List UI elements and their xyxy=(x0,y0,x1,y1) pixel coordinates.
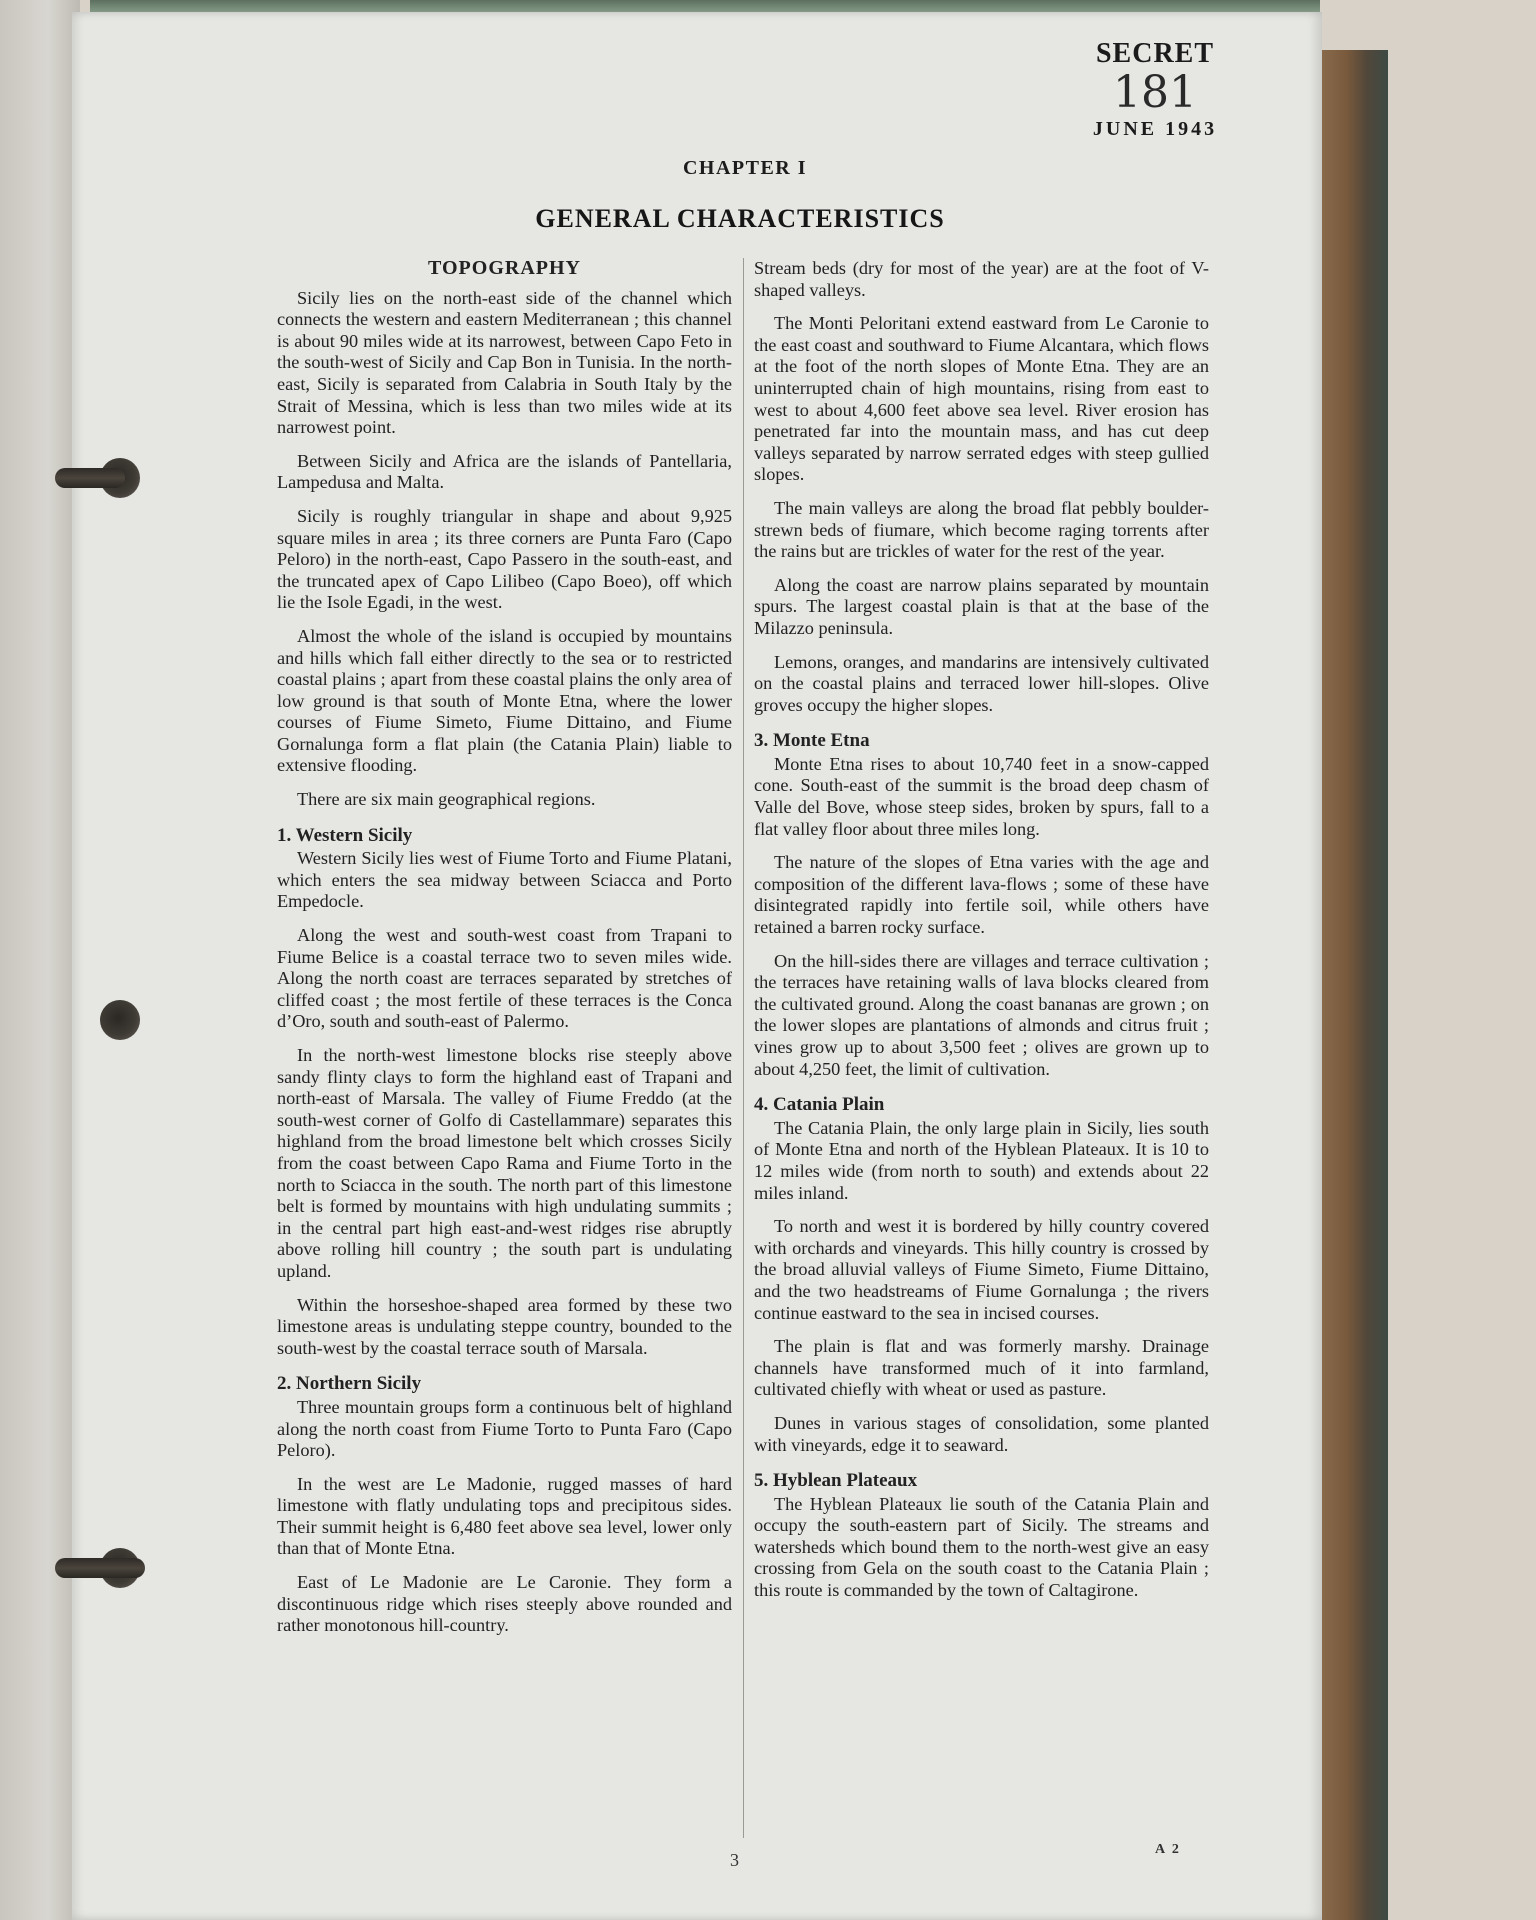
paragraph: Three mountain groups form a continuous belt of highland along the north coast from Fiume Torto to Punta Faro (Capo Peloro). xyxy=(277,1396,732,1461)
subsection-title-western-sicily: 1. Western Sicily xyxy=(277,824,413,846)
paragraph: On the hill-sides there are villages and terrace cultivation ; the terraces have retaining walls of lava blocks cleared from the cultivated ground. Along the coast bananas are grown ; on the lower slopes are plantations of almonds and citrus fruit ; vines grow up to about 3,500 feet ; olives are grown up to about 4,250 feet, the limit of cultivation. xyxy=(754,950,1209,1079)
paragraph: Within the horseshoe-shaped area formed by these two limestone areas is undulating steppe country, bounded to the south-west by the coastal terrace south of Marsala. xyxy=(277,1294,732,1358)
paragraph: There are six main geographical regions. xyxy=(297,789,596,810)
paragraph: Between Sicily and Africa are the islands of Pantellaria, Lampedusa and Malta. xyxy=(277,450,732,493)
paragraph: Dunes in various stages of consolidation, some planted with vineyards, edge it to seaward. xyxy=(754,1412,1209,1455)
subsection-title-catania-plain: 4. Catania Plain xyxy=(754,1094,885,1116)
punch-hole-middle xyxy=(100,1000,140,1040)
paragraph: Lemons, oranges, and mandarins are intensively cultivated on the coastal plains and terraced lower hill-slopes. Olive groves occupy the higher slopes. xyxy=(754,651,1209,715)
paragraph: Along the coast are narrow plains separated by mountain spurs. The largest coastal plain is that at the base of the Milazzo peninsula. xyxy=(754,574,1209,638)
paragraph: In the west are Le Madonie, rugged masses of hard limestone with flatly undulating tops and precipitous sides. Their summit height is 6,480 feet above sea level, lower only than that of Monte Etna. xyxy=(277,1473,732,1559)
right-column xyxy=(754,258,1209,1614)
column-divider xyxy=(743,258,744,1838)
subsection-title-northern-sicily: 2. Northern Sicily xyxy=(277,1373,422,1395)
paragraph: The nature of the slopes of Etna varies with the age and composition of the different lava-flows ; some of these have disintegrated rapidly into fertile soil, while others have retained a barren rocky surface. xyxy=(754,852,1209,938)
paragraph: In the north-west limestone blocks rise steeply above sandy flinty clays to form the highland east of Trapani and north-east of Marsala. The valley of Fiume Freddo (at the south-west corner of Golfo di Castellammare) separates this highland from the broad limestone belt which crosses Sicily from the coast between Capo Rama and Fiume Torto in the north to Sciacca in the south. The north part of this limestone belt is formed by mountains with high undulating summits ; in the central part high east-and-west ridges rise abruptly above rolling hill country ; the south part is undulating upland. xyxy=(277,1045,732,1281)
paragraph: The plain is flat and was formerly marshy. Drainage channels have transformed much of it into farmland, cultivated chiefly with wheat or used as pasture. xyxy=(754,1336,1209,1400)
paragraph: Sicily is roughly triangular in shape and about 9,925 square miles in area ; its three corners are Punta Faro (Capo Peloro) in the north-east, Capo Passero in the south-east, and the truncated apex of Capo Lilibeo (Capo Boeo), off which lie the Isole Egadi, in the west. xyxy=(277,505,732,613)
paragraph: Monte Etna rises to about 10,740 feet in a snow-capped cone. South-east of the summit is the broad deep chasm of Valle del Bove, whose steep sides, broken by spurs, fall to a flat valley floor about three miles long. xyxy=(754,753,1209,839)
paragraph: The main valleys are along the broad flat pebbly boulder-strewn beds of fiumare, which become raging torrents after the rains but are trickles of water for the rest of the year. xyxy=(754,497,1209,562)
paragraph: The Monti Peloritani extend eastward from Le Caronie to the east coast and southward to Fiume Alcantara, which flows at the foot of the north slopes of Monte Etna. They are an uninterrupted chain of high mountains, rising from east to west to about 4,600 feet above sea level. River erosion has penetrated far into the mountain mass, and has cut deep valleys separated by narrow serrated edges with steep gullied slopes. xyxy=(754,313,1209,485)
paragraph: To north and west it is bordered by hilly country covered with orchards and vineyards. This hilly country is crossed by the broad alluvial valleys of Fiume Simeto, Fiume Dittaino, and the two headstreams of Fiume Gornalunga ; the rivers continue eastward to the sea in incised courses. xyxy=(754,1216,1209,1323)
subsection-title-hyblean-plateaux: 5. Hyblean Plateaux xyxy=(754,1470,918,1492)
page-stack-edge xyxy=(1318,50,1388,1920)
document-number: 181 xyxy=(1113,67,1197,118)
page-number: 3 xyxy=(730,1850,739,1870)
document-date: JUNE 1943 xyxy=(1092,118,1218,140)
paragraph: Along the west and south-west coast from Trapani to Fiume Belice is a coastal terrace two to seven miles wide. Along the north coast are terraces separated by stretches of cliffed coast ; the most fertile of these terraces is the Conca d’Oro, south and south-east of Palermo. xyxy=(277,925,732,1032)
classification-label: SECRET xyxy=(1095,38,1215,69)
binder-ring-bottom xyxy=(55,1558,145,1578)
classification-block xyxy=(1070,38,1240,141)
paragraph: Sicily lies on the north-east side of the channel which connects the western and eastern Mediterranean ; this channel is about 90 miles wide at its narrowest, between Capo Feto in the south-west of Sicily and Cap Bon in Tunisia. In the north-east, Sicily is separated from Calabria in South Italy by the Strait of Messina, which is less than two miles wide at its narrowest point. xyxy=(277,287,732,438)
paragraph: The Catania Plain, the only large plain in Sicily, lies south of Monte Etna and north of the Hyblean Plateaux. It is 10 to 12 miles wide (from north to south) and extends about 22 miles inland. xyxy=(754,1117,1209,1203)
paragraph: Almost the whole of the island is occupied by mountains and hills which fall either directly to the sea or to restricted coastal plains ; apart from these coastal plains the only area of low ground is that south of Monte Etna, where the lower courses of Fiume Simeto, Fiume Dittaino, and Fiume Gornalunga form a flat plain (the Catania Plain) liable to extensive flooding. xyxy=(277,625,732,776)
section-heading-topography: TOPOGRAPHY xyxy=(428,257,581,279)
binder-ring-top xyxy=(55,468,125,488)
binder-left-edge xyxy=(0,0,80,1920)
left-column xyxy=(277,258,732,1649)
paragraph: East of Le Madonie are Le Caronie. They form a discontinuous ridge which rises steeply above rounded and rather monotonous hill-country. xyxy=(277,1572,732,1636)
page-title: GENERAL CHARACTERISTICS xyxy=(535,204,945,233)
paragraph: The Hyblean Plateaux lie south of the Catania Plain and occupy the south-eastern part of Sicily. The streams and watersheds which bound them to the north-west give an easy crossing from Gela on the south coast to the Catania Plain ; this route is commanded by the town of Caltagirone. xyxy=(754,1493,1209,1601)
signature-mark: A 2 xyxy=(1155,1842,1181,1857)
paragraph: Stream beds (dry for most of the year) are at the foot of V-shaped valleys. xyxy=(754,258,1209,300)
subsection-title-monte-etna: 3. Monte Etna xyxy=(754,730,870,752)
chapter-label: CHAPTER I xyxy=(682,157,808,179)
paragraph: Western Sicily lies west of Fiume Torto and Fiume Platani, which enters the sea midway between Sciacca and Porto Empedocle. xyxy=(277,848,732,912)
